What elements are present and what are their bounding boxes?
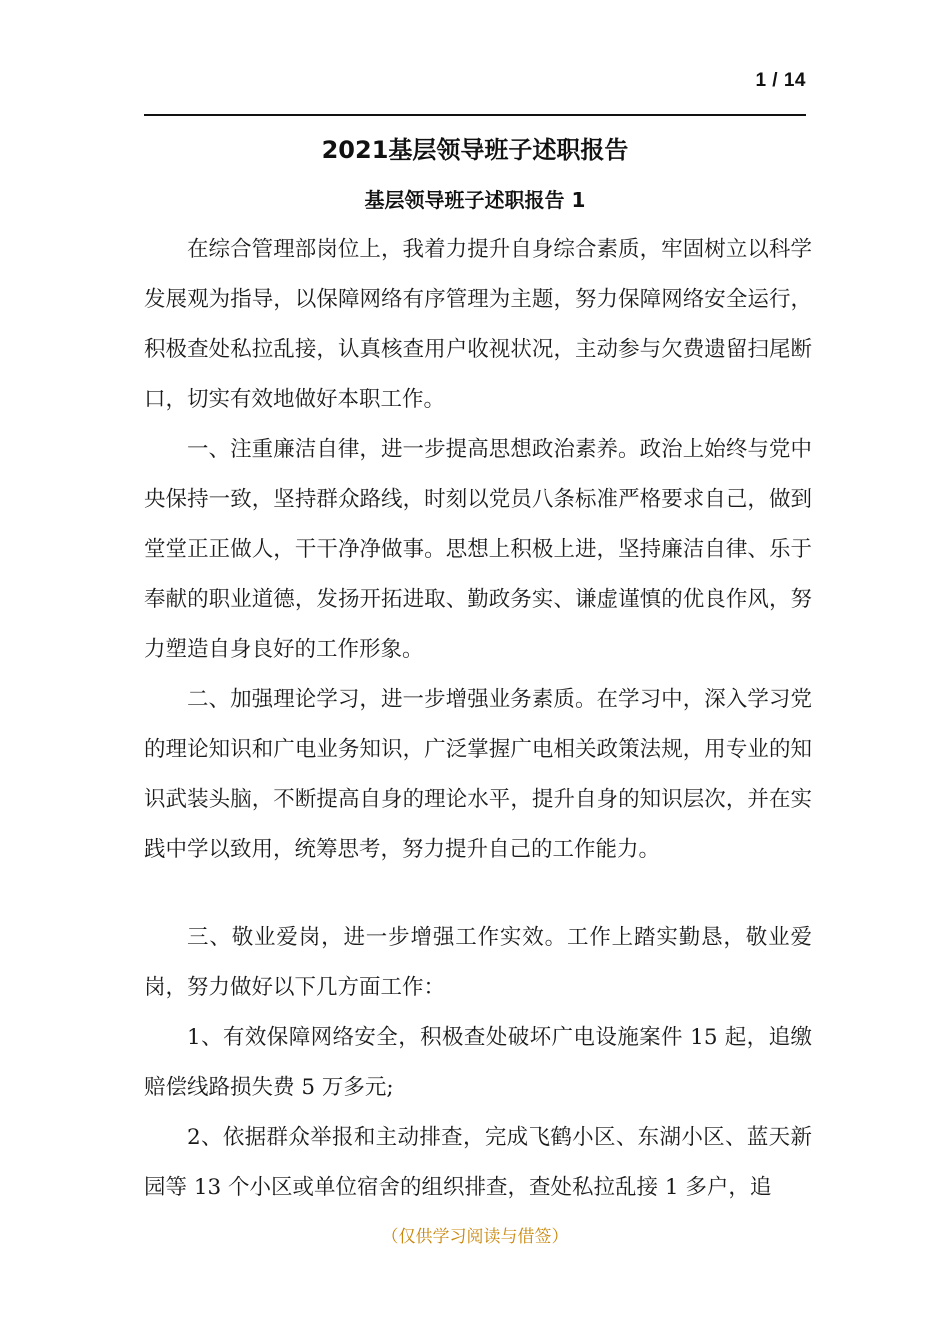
paragraph-point-one: 一、注重廉洁自律，进一步提高思想政治素养。政治上始终与党中央保持一致，坚持群众路线，时刻以党员八条标准严格要求自己，做到堂堂正正做人，干干净净做事。思想上积极上进，坚持廉洁自律、乐于奉献的职业道德，发扬开拓进取、勤政务实、谦虚谨慎的优良作风，努力塑造自身良好的工作形象。 xyxy=(144,437,812,662)
paragraph-item-one: 1、有效保障网络安全，积极查处破坏广电设施案件 15 起，追缴赔偿线路损失费 5 万多元; xyxy=(144,1025,812,1100)
body-text-block xyxy=(144,225,812,875)
paragraph-point-three: 三、敬业爱岗，进一步增强工作实效。工作上踏实勤恳，敬业爱岗，努力做好以下几方面工作： xyxy=(144,925,812,1000)
paragraph-intro: 在综合管理部岗位上，我着力提升自身综合素质，牢固树立以科学发展观为指导，以保障网络有序管理为主题，努力保障网络安全运行，积极查处私拉乱接，认真核查用户收视状况，主动参与欠费遗留扫尾断口，切实有效地做好本职工作。 xyxy=(144,237,812,412)
footer-note: （仅供学习阅读与借签） xyxy=(381,1227,569,1247)
paragraph-point-two: 二、加强理论学习，进一步增强业务素质。在学习中，深入学习党的理论知识和广电业务知识，广泛掌握广电相关政策法规，用专业的知识武装头脑，不断提高自身的理论水平，提升自身的知识层次，并在实践中学以致用，统筹思考，努力提升自己的工作能力。 xyxy=(144,687,812,862)
page-number: 1 / 14 xyxy=(755,70,806,91)
document-title: 2021基层领导班子述职报告 xyxy=(321,136,629,164)
paragraph-item-two: 2、依据群众举报和主动排查，完成飞鹤小区、东湖小区、蓝天新园等 13 个小区或单位宿舍的组织排查，查处私拉乱接 1 多户，追 xyxy=(144,1125,812,1200)
header-divider xyxy=(144,114,806,116)
section-title: 基层领导班子述职报告 1 xyxy=(364,188,586,212)
body-text-block xyxy=(144,913,812,1213)
